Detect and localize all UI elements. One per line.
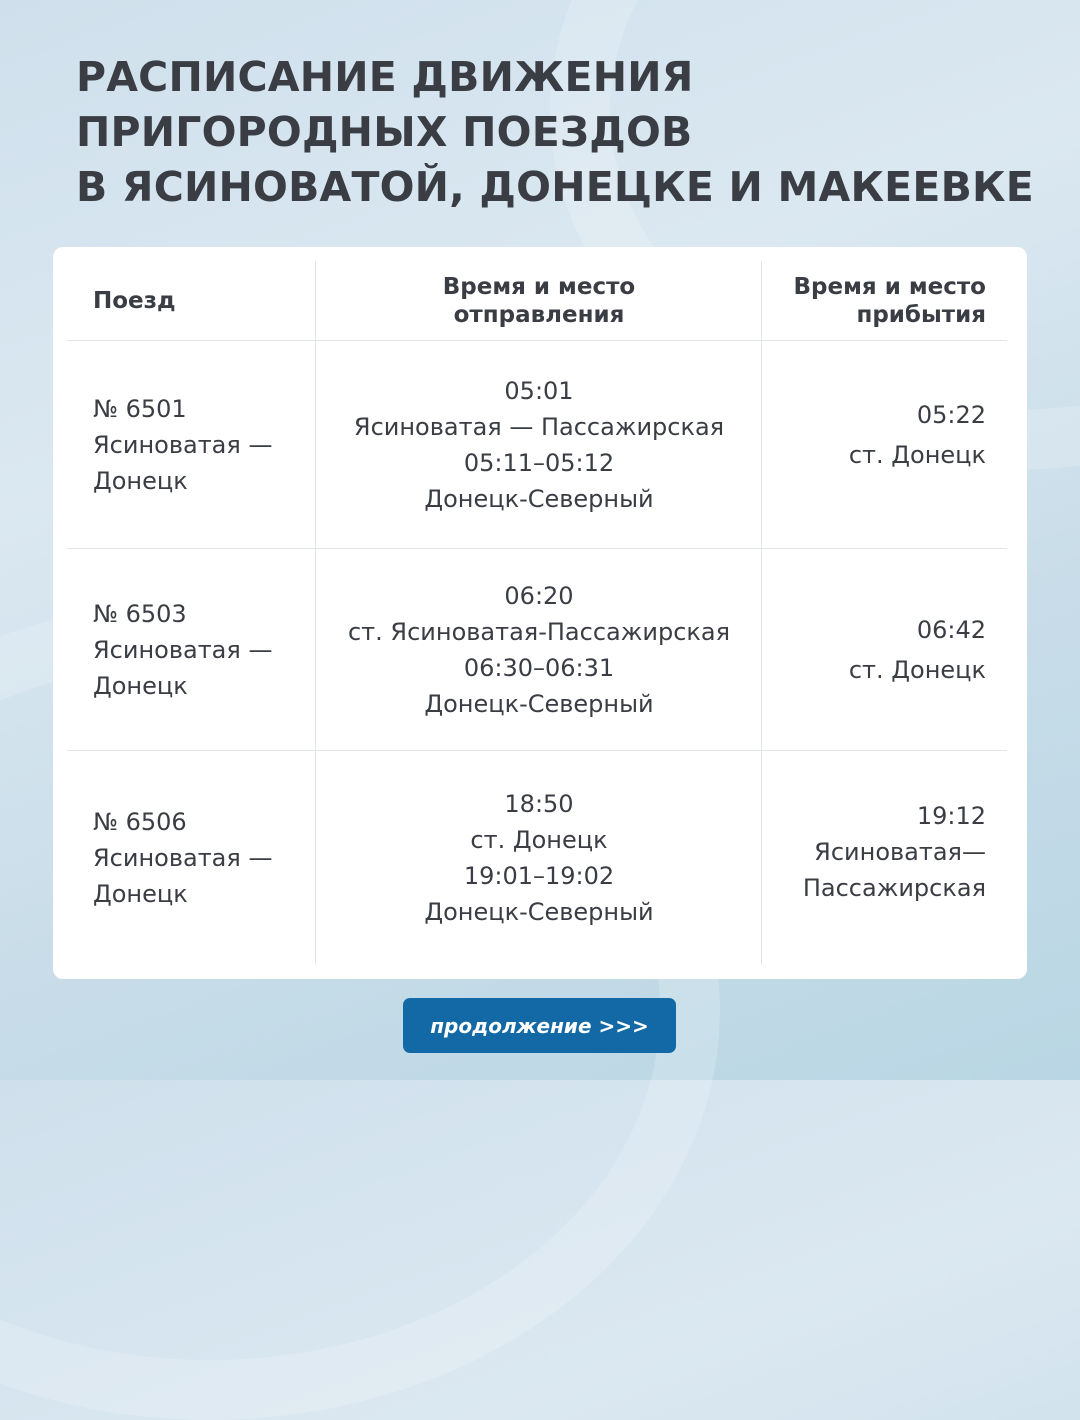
stop-time: 05:11–05:12	[463, 448, 615, 477]
train-route: Ясиноватая —	[93, 844, 273, 872]
departure-place: Ясиноватая — Пассажирская	[353, 412, 725, 441]
arrival-place: ст. Донецк	[848, 440, 986, 469]
arrival-cell	[762, 751, 986, 965]
departure-place: ст. Донецк	[470, 826, 608, 854]
departure-cell	[316, 341, 762, 548]
arrival-time: 19:12	[916, 802, 986, 830]
departure-place: ст. Ясиноватая-Пассажирская	[347, 617, 731, 646]
header-arrival	[762, 261, 986, 340]
header-train	[93, 261, 313, 340]
train-number: № 6506	[93, 808, 187, 836]
departure-time: 18:50	[504, 790, 574, 818]
stop-place: Донецк-Северный	[424, 898, 654, 926]
train-cell	[93, 549, 313, 750]
header-label: прибытия	[856, 301, 986, 328]
train-number: № 6503	[93, 599, 187, 628]
stop-place: Донецк-Северный	[424, 689, 654, 718]
header-label: Поезд	[93, 287, 176, 314]
departure-time: 05:01	[504, 376, 574, 405]
train-route: Ясиноватая —	[93, 430, 273, 459]
arrival-time: 06:42	[916, 615, 986, 644]
arrival-time: 05:22	[916, 400, 986, 429]
title-line: ПРИГОРОДНЫХ ПОЕЗДОВ	[76, 108, 693, 156]
schedule-table	[53, 247, 1027, 979]
stop-place: Донецк-Северный	[424, 484, 654, 513]
train-route: Донецк	[93, 466, 188, 495]
arrival-place: ст. Донецк	[848, 655, 986, 684]
departure-cell	[316, 549, 762, 750]
departure-time: 06:20	[504, 581, 574, 610]
arrival-place: Ясиноватая—	[814, 838, 986, 866]
continue-button[interactable]: продолжение >>>	[403, 998, 676, 1053]
page-title	[76, 50, 1034, 215]
train-cell	[93, 751, 313, 965]
header-label: отправления	[453, 301, 625, 328]
title-line: РАСПИСАНИЕ ДВИЖЕНИЯ	[76, 53, 694, 101]
train-number: № 6501	[93, 394, 187, 423]
header-label: Время и место	[442, 273, 636, 300]
arrival-cell	[762, 549, 986, 750]
header-label: Время и место	[793, 273, 986, 300]
train-cell	[93, 341, 313, 548]
header-departure	[316, 261, 762, 340]
departure-cell	[316, 751, 762, 965]
stop-time: 19:01–19:02	[463, 862, 615, 890]
train-route: Ясиноватая —	[93, 635, 273, 664]
title-line: В ЯСИНОВАТОЙ, ДОНЕЦКЕ И МАКЕЕВКЕ	[76, 163, 1034, 211]
train-route: Донецк	[93, 880, 188, 908]
arrival-place: Пассажирская	[802, 874, 986, 902]
train-route: Донецк	[93, 671, 188, 700]
arrival-cell	[762, 341, 986, 548]
stop-time: 06:30–06:31	[463, 653, 615, 682]
